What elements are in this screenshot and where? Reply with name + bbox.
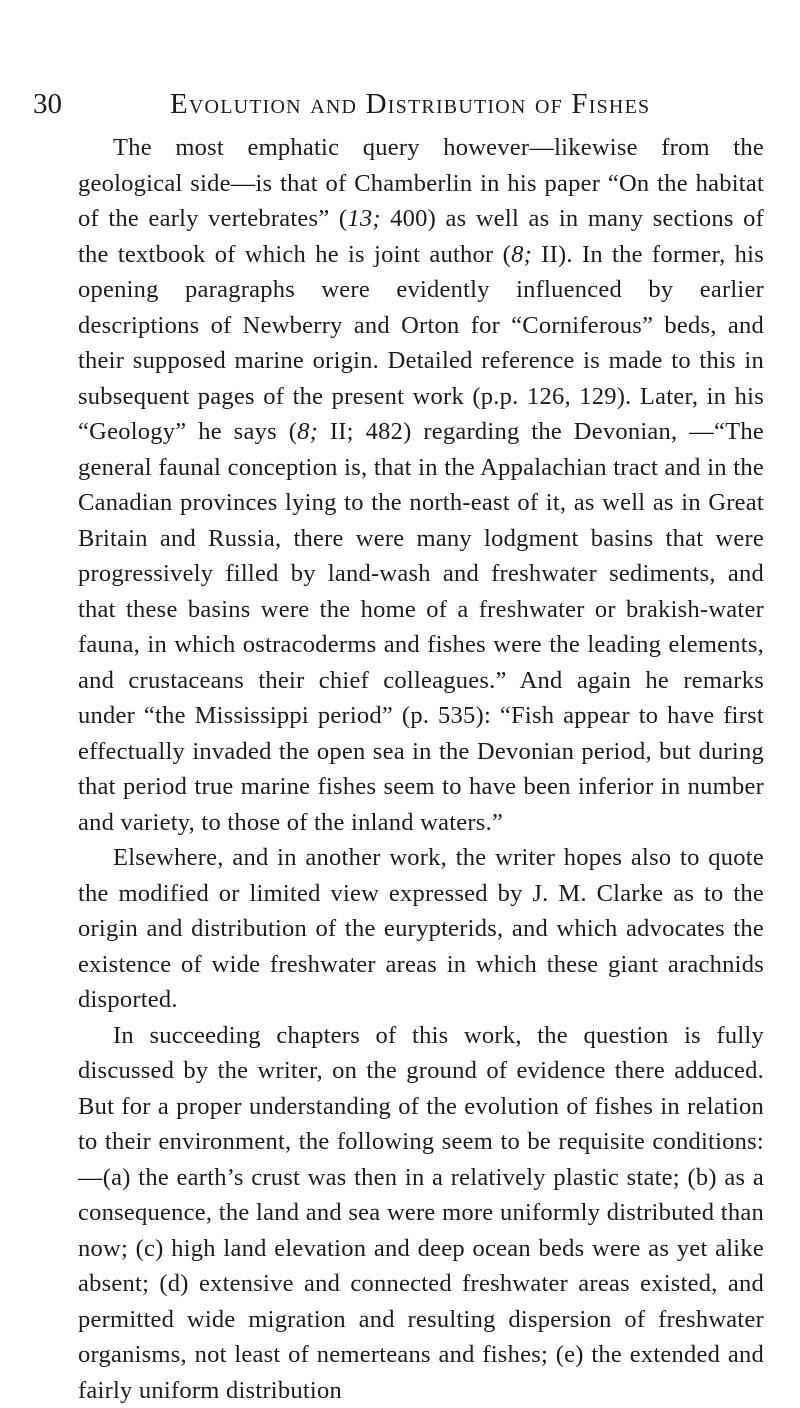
text-segment: II; 482) regarding the Devonian, —“The general faunal conception is, that in the Appalachian tract and in the Canadian provinces lying to the north-east of it, as well as in Great Britain and Russia, there were many lodgment basins that were progressively filled by land-wash and freshwater sediments, and that these basins were the home of a freshwater or brakish-water fauna, in which ostracoderms and fishes were the leading elements, and crustaceans their chief colleagues.” And again he remarks under “the Mississippi period” (p. 535): “Fish appear to have first effectually invaded the open sea in the Devonian period, but during that period true marine fishes seem to have been inferior in number and variety, to those of the inland waters.” bbox=[78, 418, 764, 836]
citation-ref: 8; bbox=[511, 241, 532, 268]
text-segment: In succeeding chapters of this work, the question is fully discussed by the writer, on the ground of evidence there adduced. But for a proper understanding of the evolution of fishes in relation to their environment, the following seem to be requisite conditions:—(a) the earth’s crust was then in a relatively plastic state; (b) as a consequence, the land and sea were more uniformly distributed than now; (c) high land elevation and deep ocean beds were as yet alike absent; (d) extensive and connected freshwater areas existed, and permitted wide migration and resulting dispersion of freshwater organisms, not least of nemerteans and fishes; (e) the extended and fairly uniform distribution bbox=[78, 1022, 764, 1404]
paragraph-3 bbox=[78, 1018, 764, 1408]
text-segment: II). In the former, his opening paragraphs were evidently influenced by earlier descriptions of Newberry and Orton for “Corniferous” beds, and their supposed marine origin. Detailed reference is made to this in subsequent pages of the present work (p.p. 126, 129). Later, in his “Geology” he says ( bbox=[78, 241, 764, 446]
text-segment: Elsewhere, and in another work, the writer hopes also to quote the modified or limited view expressed by J. M. Clarke as to the origin and distribution of the eurypterids, and which advocates the existence of wide freshwater areas in which these giant arachnids disported. bbox=[78, 844, 764, 1013]
text-segment: The most emphatic query however—likewise from the geological side—is that of Chamberlin in his paper “On the habitat of the early vertebrates” ( bbox=[78, 134, 764, 232]
citation-ref: 8; bbox=[297, 418, 318, 445]
body-text bbox=[78, 130, 764, 1408]
paragraph-1 bbox=[78, 130, 764, 840]
running-title: Evolution and Distribution of Fishes bbox=[170, 84, 650, 124]
page-number: 30 bbox=[33, 84, 62, 124]
citation-ref: 13; bbox=[347, 205, 380, 232]
page-header bbox=[33, 84, 763, 124]
text-segment: 400) as well as in many sections of the textbook of which he is joint author ( bbox=[78, 205, 764, 268]
paragraph-2 bbox=[78, 840, 764, 1018]
